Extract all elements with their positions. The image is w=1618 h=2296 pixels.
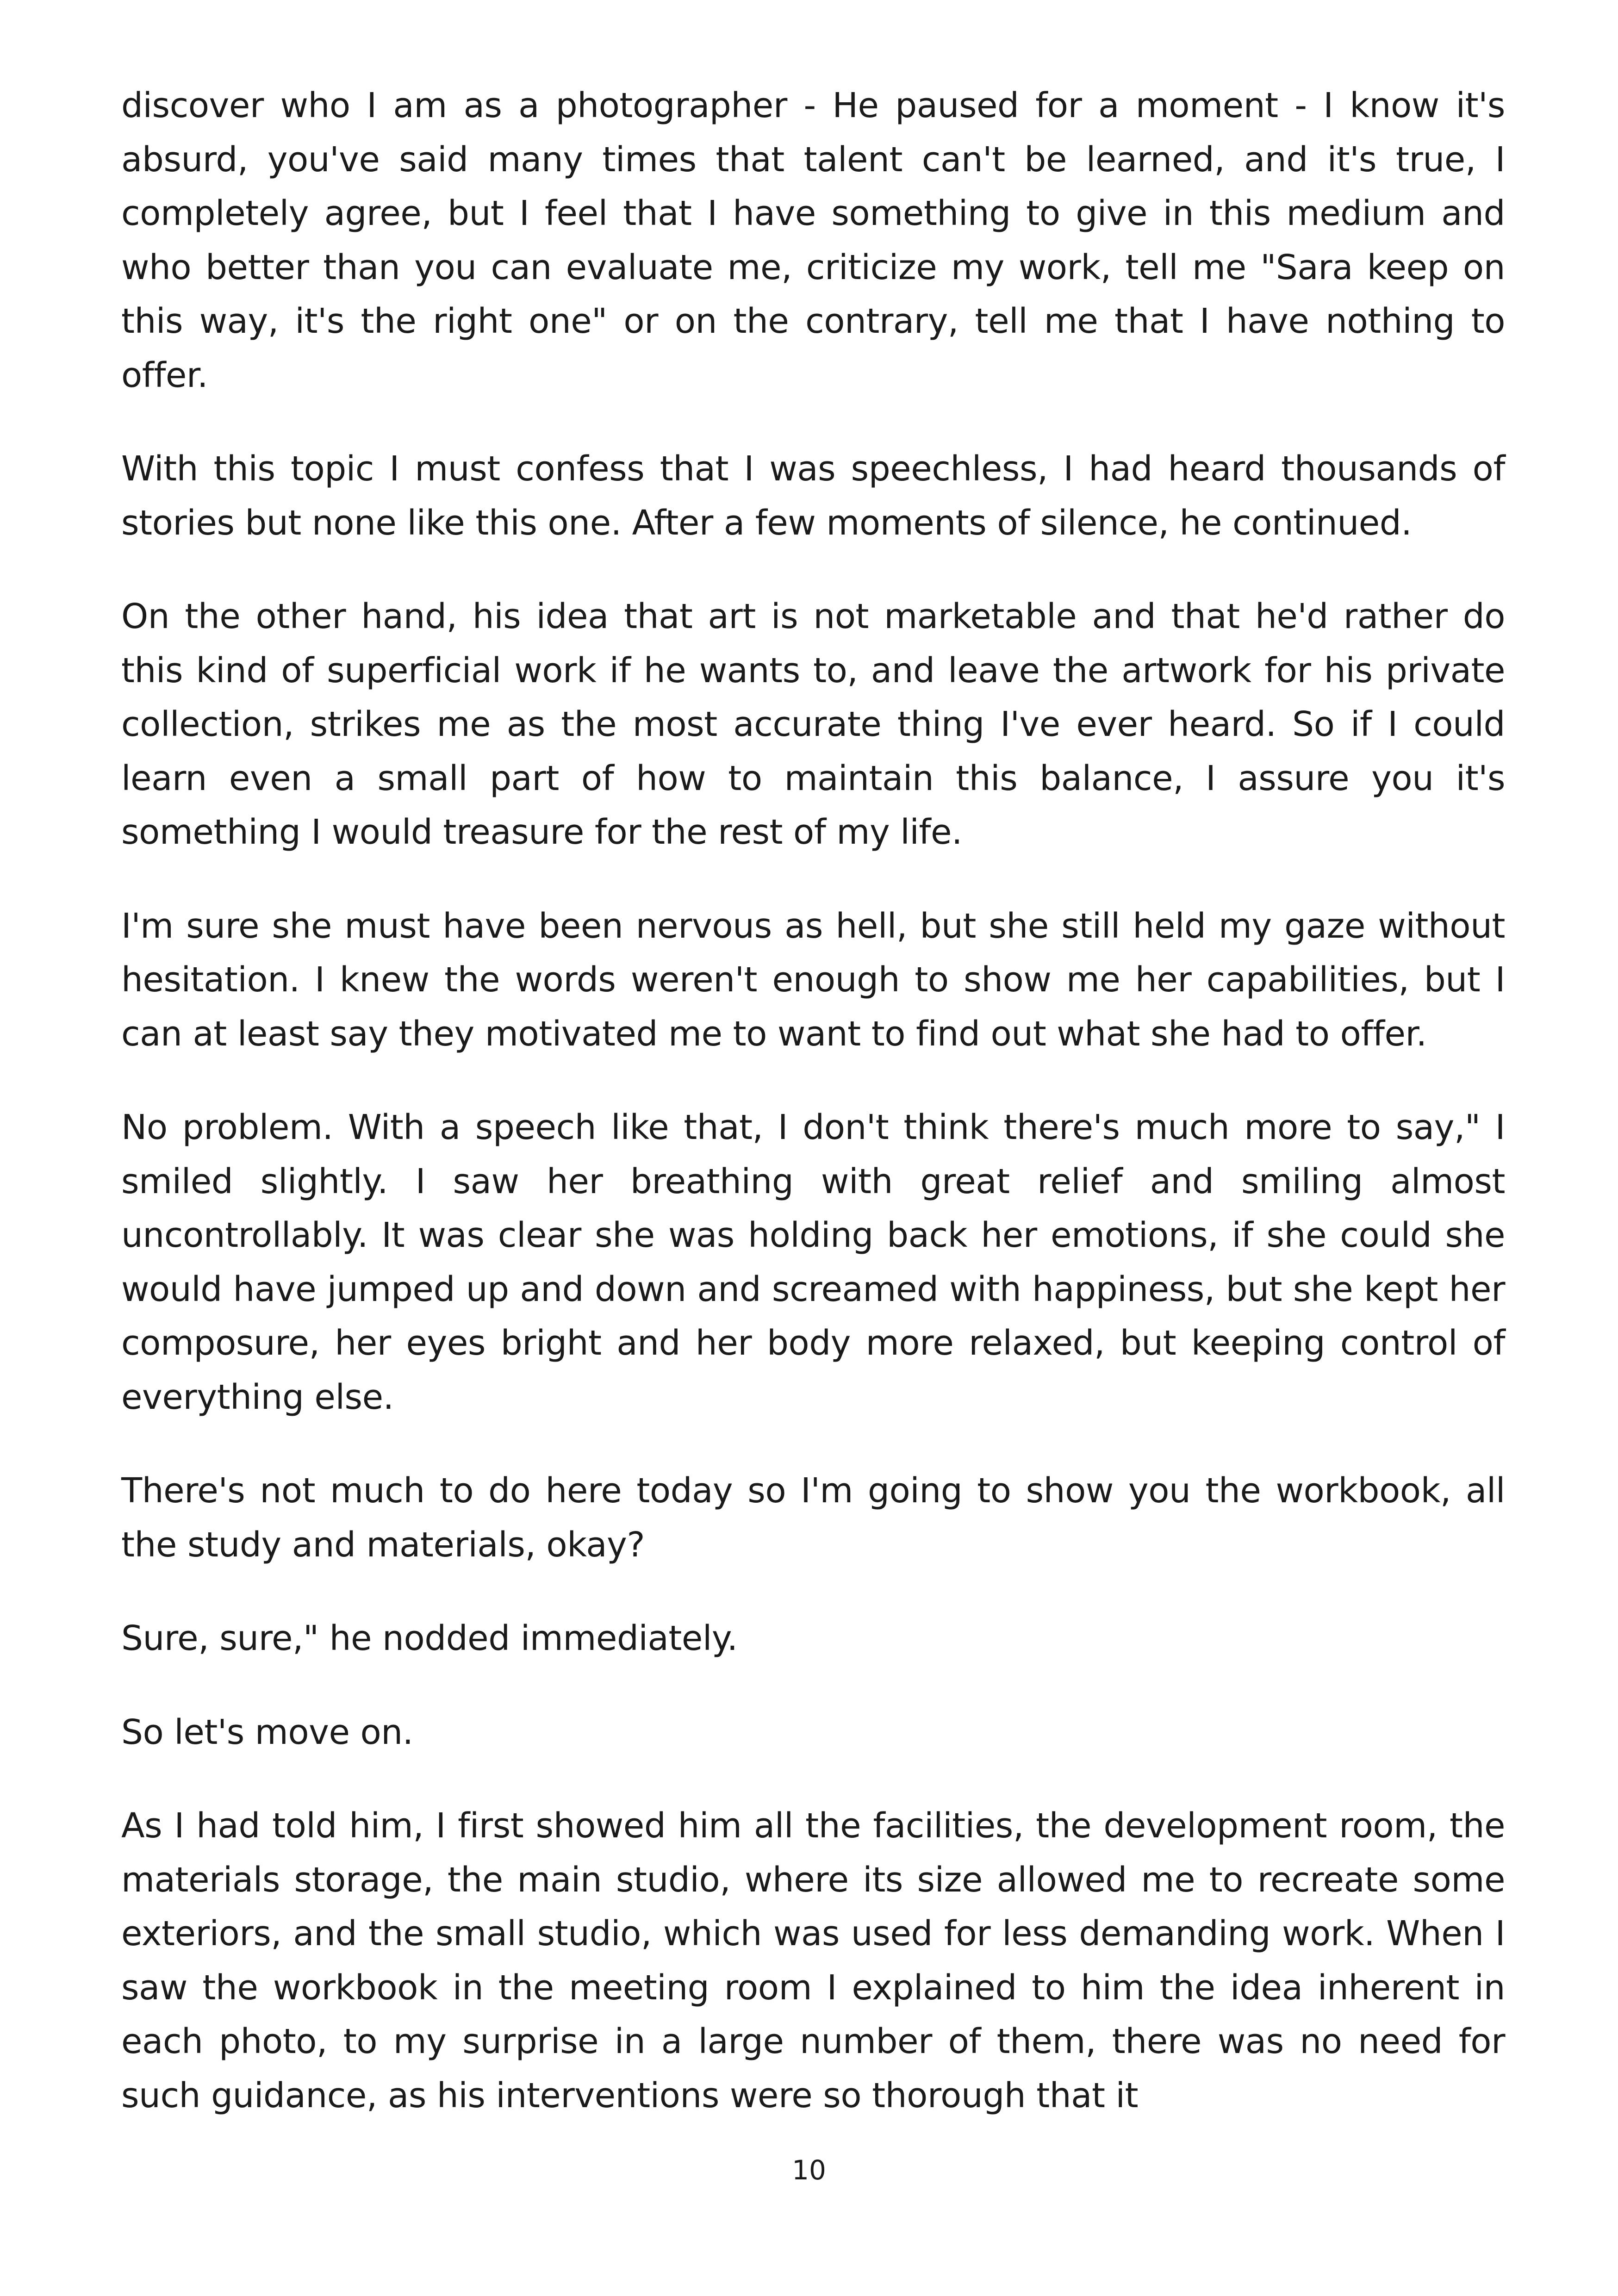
paragraph-8: So let's move on. — [121, 1712, 413, 1752]
paragraph-4: I'm sure she must have been nervous as hell, but she still held my gaze without hesitation. I knew the words weren't enough to show me her capabilities, but I can at least say they motivated me to want to find out what she had to offer. — [121, 906, 1505, 1054]
page-number: 10 — [792, 2154, 826, 2186]
body-text — [121, 79, 1505, 2122]
paragraph-7: Sure, sure," he nodded immediately. — [121, 1618, 738, 1658]
paragraph-2: With this topic I must confess that I was speechless, I had heard thousands of stories but none like this one. After a few moments of silence, he continued. — [121, 449, 1505, 543]
paragraph-5: No problem. With a speech like that, I don't think there's much more to say," I smiled slightly. I saw her breathing with great relief and smiling almost uncontrollably. It was clear she was holding back her emotions, if she could she would have jumped up and down and screamed with happiness, but she kept her composure, her eyes bright and her body more relaxed, but keeping control of everything else. — [121, 1108, 1505, 1417]
paragraph-9: As I had told him, I first showed him all the facilities, the development room, the materials storage, the main studio, where its size allowed me to recreate some exteriors, and the small studio, which was used for less demanding work. When I saw the workbook in the meeting room I explained to him the idea inherent in each photo, to my surprise in a large number of them, there was no need for such guidance, as his interventions were so thorough that it — [121, 1806, 1505, 2116]
paragraph-3: On the other hand, his idea that art is not marketable and that he'd rather do this kind of superficial work if he wants to, and leave the artwork for his private collection, strikes me as the most accurate thing I've ever heard. So if I could learn even a small part of how to maintain this balance, I assure you it's something I would treasure for the rest of my life. — [121, 597, 1505, 852]
paragraph-1: discover who I am as a photographer - He paused for a moment - I know it's absurd, you've said many times that talent can't be learned, and it's true, I completely agree, but I feel that I have something to give in this medium and who better than you can evaluate me, criticize my work, tell me "Sara keep on this way, it's the right one" or on the contrary, tell me that I have nothing to offer. — [121, 86, 1505, 395]
paragraph-6: There's not much to do here today so I'm going to show you the workbook, all the study and materials, okay? — [121, 1471, 1505, 1565]
